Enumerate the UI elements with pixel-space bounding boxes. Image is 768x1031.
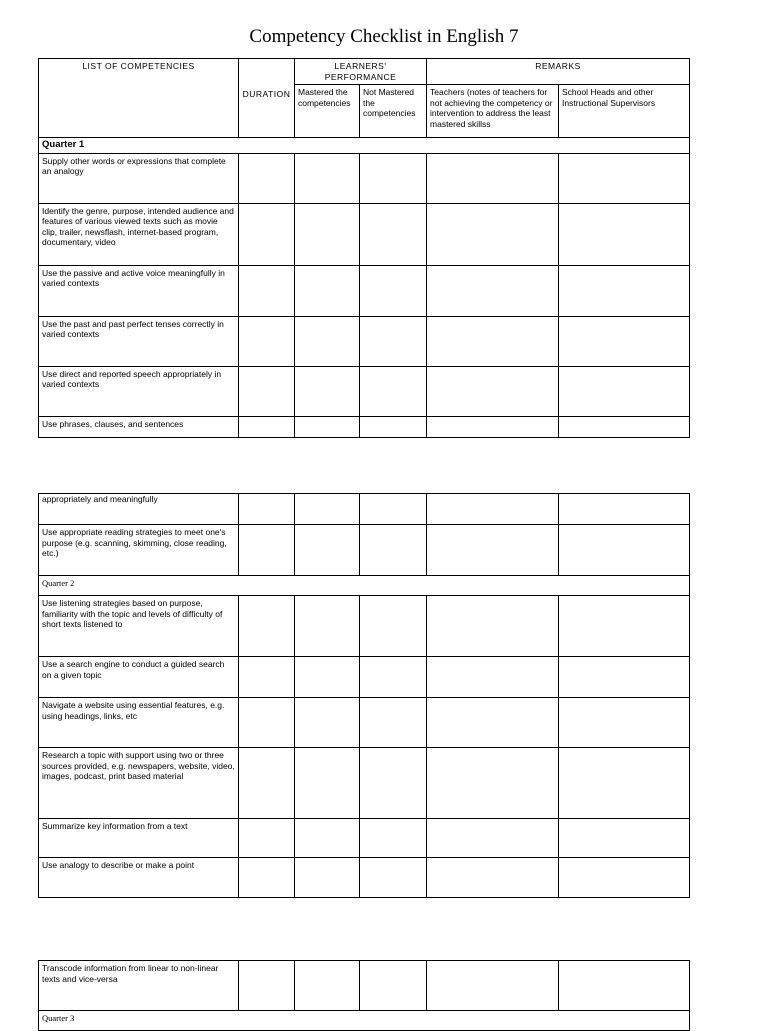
duration-cell[interactable]: [239, 316, 295, 366]
duration-cell[interactable]: [239, 203, 295, 265]
header-mastered: Mastered the competencies: [295, 85, 360, 138]
duration-cell[interactable]: [239, 961, 295, 1011]
mastered-cell[interactable]: [295, 366, 360, 416]
teachers-remark-cell[interactable]: [427, 858, 559, 898]
mastered-cell[interactable]: [295, 494, 360, 525]
duration-cell[interactable]: [239, 366, 295, 416]
header-learners-performance: LEARNERS' PERFORMANCE: [295, 59, 427, 85]
mastered-cell[interactable]: [295, 596, 360, 657]
competency-table-page2: [38, 493, 690, 898]
teachers-remark-cell[interactable]: [427, 203, 559, 265]
competency-cell: Transcode information from linear to non-linear texts and vice-versa: [39, 961, 239, 1011]
not-mastered-cell[interactable]: [360, 316, 427, 366]
duration-cell[interactable]: [239, 657, 295, 698]
competency-table-page1: [38, 58, 690, 438]
competency-cell: Use the past and past perfect tenses correctly in varied contexts: [39, 316, 239, 366]
not-mastered-cell[interactable]: [360, 494, 427, 525]
not-mastered-cell[interactable]: [360, 203, 427, 265]
supervisor-remark-cell[interactable]: [559, 416, 690, 437]
competency-cell: Use listening strategies based on purpose, familiarity with the topic and levels of difficulty of short texts listened to: [39, 596, 239, 657]
mastered-cell[interactable]: [295, 525, 360, 576]
not-mastered-cell[interactable]: [360, 858, 427, 898]
supervisor-remark-cell[interactable]: [559, 657, 690, 698]
mastered-cell[interactable]: [295, 153, 360, 203]
header-duration: DURATION: [239, 59, 295, 138]
duration-cell[interactable]: [239, 698, 295, 748]
teachers-remark-cell[interactable]: [427, 657, 559, 698]
supervisor-remark-cell[interactable]: [559, 748, 690, 819]
competency-cell: Use analogy to describe or make a point: [39, 858, 239, 898]
quarter-2-label: Quarter 2: [39, 576, 690, 596]
not-mastered-cell[interactable]: [360, 525, 427, 576]
competency-cell: Use the passive and active voice meaningfully in varied contexts: [39, 265, 239, 316]
teachers-remark-cell[interactable]: [427, 748, 559, 819]
duration-cell[interactable]: [239, 416, 295, 437]
not-mastered-cell[interactable]: [360, 698, 427, 748]
teachers-remark-cell[interactable]: [427, 494, 559, 525]
teachers-remark-cell[interactable]: [427, 525, 559, 576]
mastered-cell[interactable]: [295, 961, 360, 1011]
teachers-remark-cell[interactable]: [427, 153, 559, 203]
teachers-remark-cell[interactable]: [427, 316, 559, 366]
supervisor-remark-cell[interactable]: [559, 525, 690, 576]
mastered-cell[interactable]: [295, 416, 360, 437]
competency-cell: Use phrases, clauses, and sentences: [39, 416, 239, 437]
mastered-cell[interactable]: [295, 748, 360, 819]
header-remarks: REMARKS: [427, 59, 690, 85]
mastered-cell[interactable]: [295, 698, 360, 748]
teachers-remark-cell[interactable]: [427, 819, 559, 858]
mastered-cell[interactable]: [295, 265, 360, 316]
competency-cell: appropriately and meaningfully: [39, 494, 239, 525]
not-mastered-cell[interactable]: [360, 366, 427, 416]
supervisor-remark-cell[interactable]: [559, 961, 690, 1011]
competency-cell: Use a search engine to conduct a guided search on a given topic: [39, 657, 239, 698]
competency-cell: Supply other words or expressions that complete an analogy: [39, 153, 239, 203]
teachers-remark-cell[interactable]: [427, 265, 559, 316]
competency-cell: Use direct and reported speech appropriately in varied contexts: [39, 366, 239, 416]
supervisor-remark-cell[interactable]: [559, 153, 690, 203]
not-mastered-cell[interactable]: [360, 819, 427, 858]
teachers-remark-cell[interactable]: [427, 366, 559, 416]
page-title: Competency Checklist in English 7: [249, 26, 519, 47]
duration-cell[interactable]: [239, 819, 295, 858]
teachers-remark-cell[interactable]: [427, 961, 559, 1011]
supervisor-remark-cell[interactable]: [559, 858, 690, 898]
competency-cell: Navigate a website using essential features, e.g. using headings, links, etc: [39, 698, 239, 748]
duration-cell[interactable]: [239, 265, 295, 316]
duration-cell[interactable]: [239, 153, 295, 203]
header-list-of-competencies: LIST OF COMPETENCIES: [39, 59, 239, 138]
competency-cell: Use appropriate reading strategies to meet one's purpose (e.g. scanning, skimming, close reading, etc.): [39, 525, 239, 576]
mastered-cell[interactable]: [295, 819, 360, 858]
supervisor-remark-cell[interactable]: [559, 698, 690, 748]
competency-cell: Research a topic with support using two or three sources provided, e.g. newspapers, website, video, images, podcast, print based material: [39, 748, 239, 819]
competency-cell: Summarize key information from a text: [39, 819, 239, 858]
competency-cell: Identify the genre, purpose, intended audience and features of various viewed texts such as movie clip, trailer, newsflash, internet-based program, documentary, video: [39, 203, 239, 265]
supervisor-remark-cell[interactable]: [559, 203, 690, 265]
not-mastered-cell[interactable]: [360, 961, 427, 1011]
mastered-cell[interactable]: [295, 657, 360, 698]
supervisor-remark-cell[interactable]: [559, 366, 690, 416]
supervisor-remark-cell[interactable]: [559, 316, 690, 366]
quarter-3-label: Quarter 3: [39, 1011, 690, 1031]
header-teachers: Teachers (notes of teachers for not achieving the competency or intervention to address the least mastered skillss: [427, 85, 559, 138]
teachers-remark-cell[interactable]: [427, 698, 559, 748]
not-mastered-cell[interactable]: [360, 596, 427, 657]
competency-table-page3: [38, 960, 690, 1031]
duration-cell[interactable]: [239, 858, 295, 898]
not-mastered-cell[interactable]: [360, 265, 427, 316]
mastered-cell[interactable]: [295, 203, 360, 265]
header-school-heads: School Heads and other Instructional Supervisors: [559, 85, 690, 138]
not-mastered-cell[interactable]: [360, 153, 427, 203]
not-mastered-cell[interactable]: [360, 657, 427, 698]
duration-cell[interactable]: [239, 494, 295, 525]
teachers-remark-cell[interactable]: [427, 596, 559, 657]
not-mastered-cell[interactable]: [360, 416, 427, 437]
teachers-remark-cell[interactable]: [427, 416, 559, 437]
supervisor-remark-cell[interactable]: [559, 265, 690, 316]
duration-cell[interactable]: [239, 748, 295, 819]
header-not-mastered: Not Mastered the competencies: [360, 85, 427, 138]
quarter-1-label: Quarter 1: [39, 138, 690, 154]
not-mastered-cell[interactable]: [360, 748, 427, 819]
mastered-cell[interactable]: [295, 316, 360, 366]
duration-cell[interactable]: [239, 525, 295, 576]
mastered-cell[interactable]: [295, 858, 360, 898]
duration-cell[interactable]: [239, 596, 295, 657]
supervisor-remark-cell[interactable]: [559, 819, 690, 858]
supervisor-remark-cell[interactable]: [559, 494, 690, 525]
supervisor-remark-cell[interactable]: [559, 596, 690, 657]
